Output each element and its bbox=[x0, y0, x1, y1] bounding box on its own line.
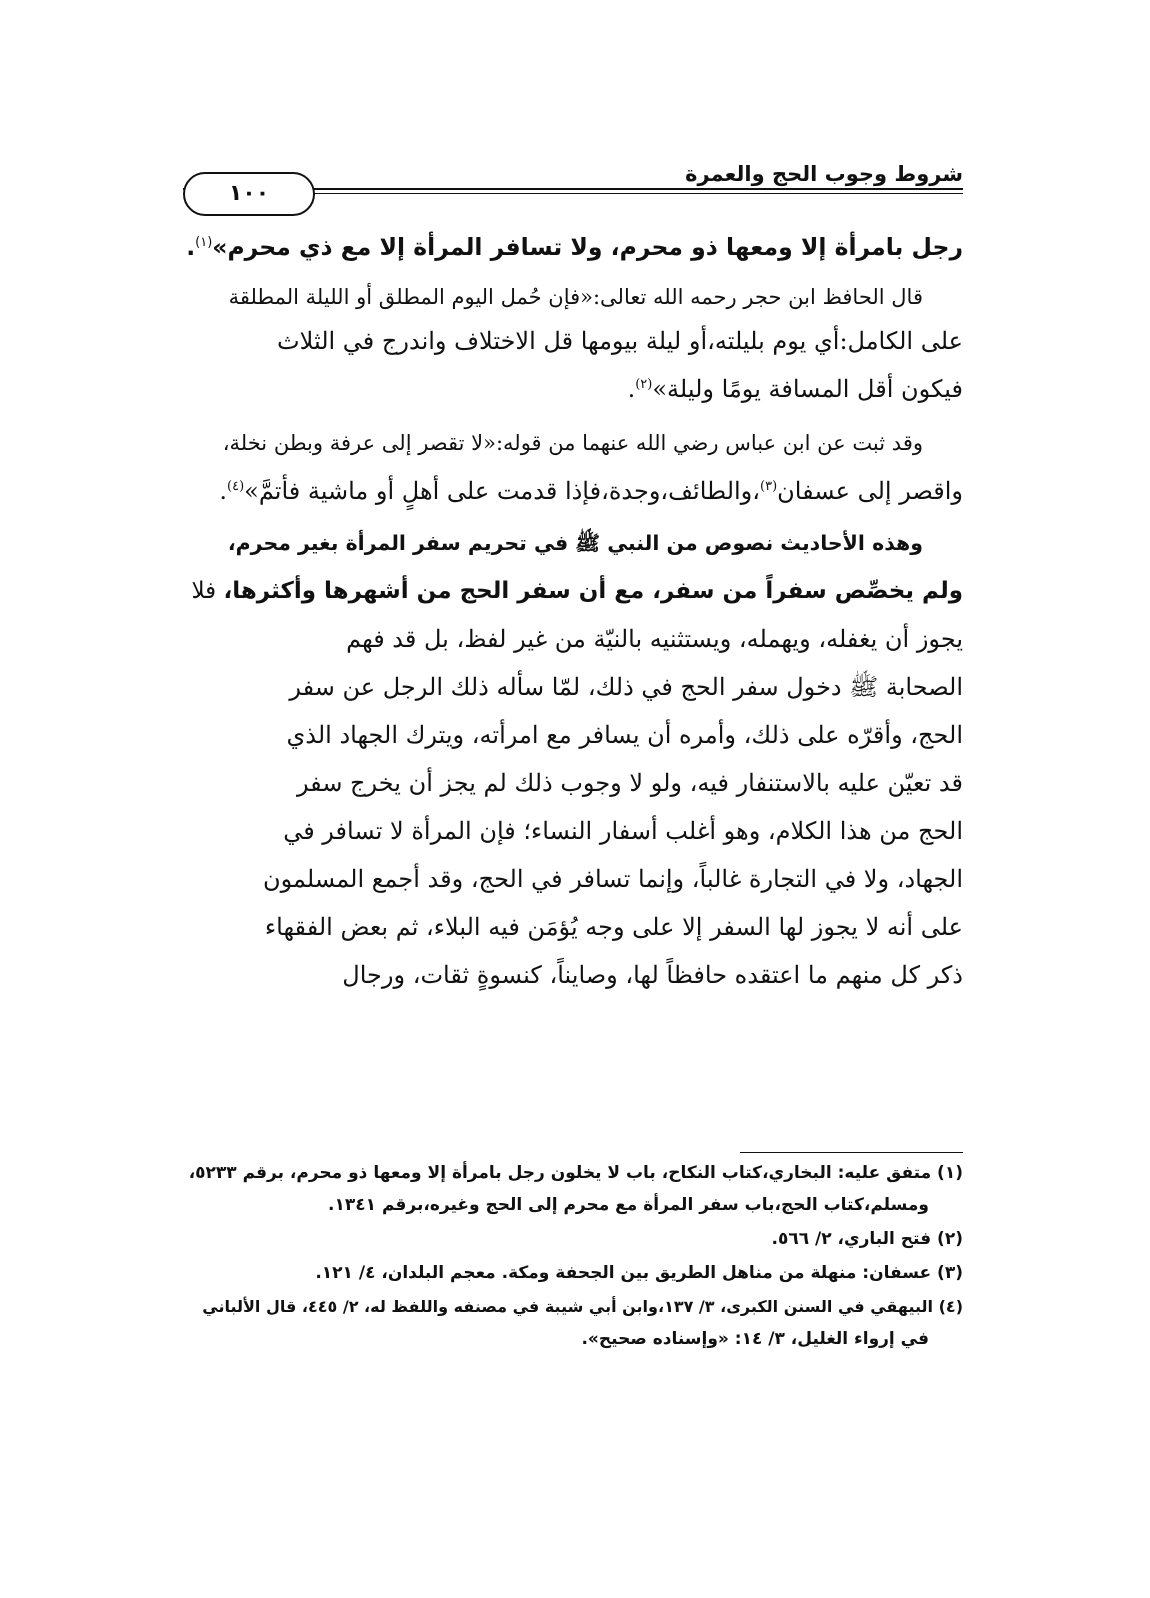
page-header bbox=[183, 158, 963, 208]
main-text bbox=[183, 228, 963, 990]
text-line: واقصر إلى عسفان$^{(٣)}$،والطائف،وجدة،فإذا قدمت على أهلٍ أو ماشية فأتمَّ»$^{(٤)}$. bbox=[219, 476, 963, 505]
footnote-ref: (٤) bbox=[227, 478, 245, 494]
footnote-item: (٣) عسفان: منهلة من مناهل الطريق بين الجحفة ومكة. معجم البلدان، ٤/ ١٢١. bbox=[315, 1263, 963, 1283]
footnote-ref: (٢) bbox=[635, 376, 653, 392]
footnote-item-continued: في إرواء الغليل، ٣/ ١٤: «وإسناده صحيح». bbox=[581, 1329, 929, 1349]
text-line: فيكون أقل المسافة يومًا وليلة»$^{(٢)}$. bbox=[627, 374, 963, 403]
footnote-ref: (٣) bbox=[760, 478, 778, 494]
text-line: يجوز أن يغفله، ويهمله، ويستثنيه بالنيّة من غير لفظ، بل قد فهم bbox=[346, 624, 963, 653]
page-number-badge: ١٠٠ bbox=[183, 172, 315, 216]
footnote-item: (١) متفق عليه: البخاري،كتاب النكاح، باب لا يخلون رجل بامرأة إلا ومعها ذو محرم، برقم ٥٢٣٣، bbox=[188, 1163, 963, 1183]
text-line: قد تعيّن عليه بالاستنفار فيه، ولو لا وجوب ذلك لم يجز أن يخرج سفر bbox=[296, 768, 963, 797]
footnote-separator bbox=[740, 1152, 963, 1153]
running-title: شروط وجوب الحج والعمرة bbox=[685, 162, 963, 186]
text-line: الحج من هذا الكلام، وهو أغلب أسفار النساء؛ فإن المرأة لا تسافر في bbox=[283, 816, 963, 845]
text-line: الحج، وأقرّه على ذلك، وأمره أن يسافر مع امرأته، ويترك الجهاد الذي bbox=[286, 720, 963, 749]
text-line: الجهاد، ولا في التجارة غالباً، وإنما تسافر في الحج، وقد أجمع المسلمون bbox=[263, 864, 963, 893]
text-line: وهذه الأحاديث نصوص من النبي ﷺ في تحريم سفر المرأة بغير محرم، bbox=[227, 530, 923, 555]
text-line: على الكامل:أي يوم بليلته،أو ليلة بيومها قل الاختلاف واندرج في الثلاث bbox=[277, 326, 963, 355]
text-line: الصحابة ﷺ دخول سفر الحج في ذلك، لمّا سأله ذلك الرجل عن سفر bbox=[289, 672, 963, 701]
text-line: على أنه لا يجوز لها السفر إلا على وجه يُؤمَن فيه البلاء، ثم بعض الفقهاء bbox=[264, 912, 963, 941]
text-line: وقد ثبت عن ابن عباس رضي الله عنهما من قوله:«لا تقصر إلى عرفة وبطن نخلة، bbox=[222, 430, 923, 455]
footnote-item: (٤) البيهقي في السنن الكبرى، ٣/ ١٣٧،وابن أبي شيبة في مصنفه واللفظ له، ٢/ ٤٤٥، قال الألباني bbox=[202, 1297, 963, 1316]
text-line: ذكر كل منهم ما اعتقده حافظاً لها، وصايناً، كنسوةٍ ثقات، ورجال bbox=[342, 960, 963, 989]
footnote-ref: (١) bbox=[195, 235, 213, 250]
footnotes bbox=[183, 1162, 963, 1350]
footnote-item-continued: ومسلم،كتاب الحج،باب سفر المرأة مع محرم إلى الحج وغيره،برقم ١٣٤١. bbox=[328, 1195, 929, 1215]
text-line: قال الحافظ ابن حجر رحمه الله تعالى:«فإن حُمل اليوم المطلق أو الليلة المطلقة bbox=[228, 284, 923, 309]
text-line: رجل بامرأة إلا ومعها ذو محرم، ولا تسافر المرأة إلا مع ذي محرم»$^{(١)}$. bbox=[186, 232, 963, 261]
footnote-item: (٢) فتح الباري، ٢/ ٥٦٦. bbox=[771, 1229, 963, 1249]
text-line: ولم يخصِّص سفراً من سفر، مع أن سفر الحج من أشهرها وأكثرها، فلا bbox=[191, 577, 963, 604]
